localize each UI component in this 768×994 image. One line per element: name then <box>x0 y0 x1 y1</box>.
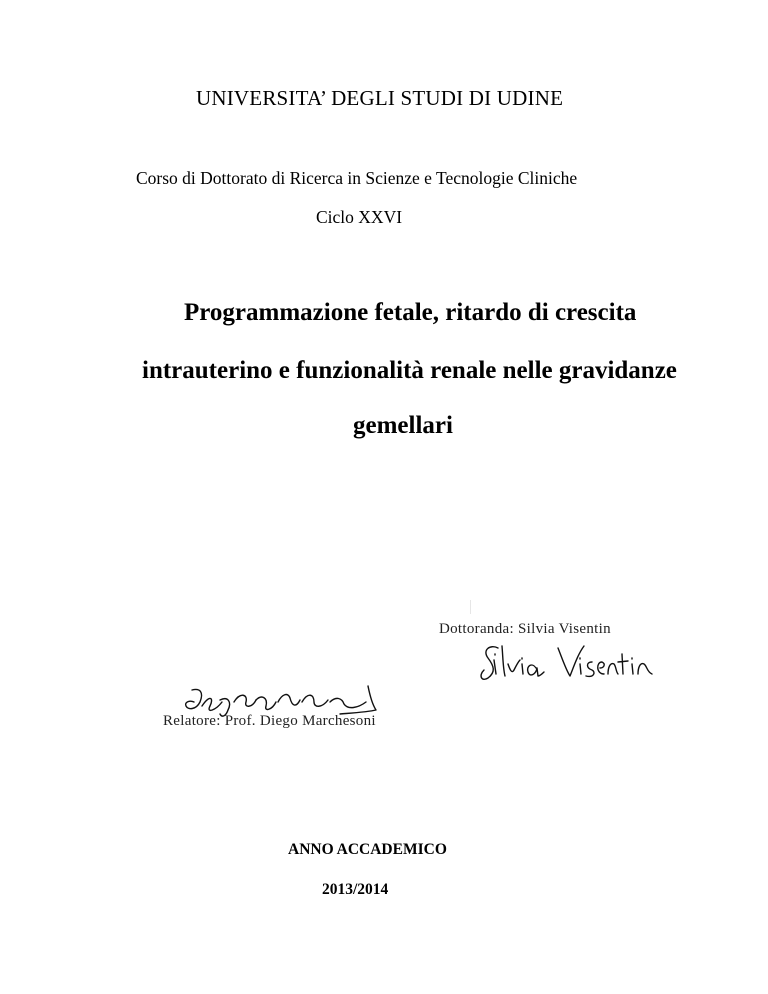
academic-year-label: ANNO ACCADEMICO <box>288 841 447 858</box>
candidate-signature <box>476 640 656 684</box>
candidate-label <box>439 620 611 638</box>
advisor-label: Relatore: Prof. Diego Marchesoni <box>163 713 376 729</box>
thesis-title-line-1: Programmazione fetale, ritardo di crescita <box>184 299 637 326</box>
thesis-title-line-3: gemellari <box>353 412 453 439</box>
candidate-label-text: Dottoranda: Silvia Visentin <box>439 621 611 637</box>
scan-mark <box>470 600 471 614</box>
university-name: UNIVERSITA’ DEGLI STUDI DI UDINE <box>196 86 564 110</box>
academic-year-value: 2013/2014 <box>322 881 389 898</box>
doctoral-cycle: Ciclo XXVI <box>316 207 403 227</box>
doctoral-course: Corso di Dottorato di Ricerca in Scienze e Tecnologie Cliniche <box>136 168 578 188</box>
thesis-title-line-2: intrauterino e funzionalità renale nelle gravidanze <box>142 357 677 384</box>
